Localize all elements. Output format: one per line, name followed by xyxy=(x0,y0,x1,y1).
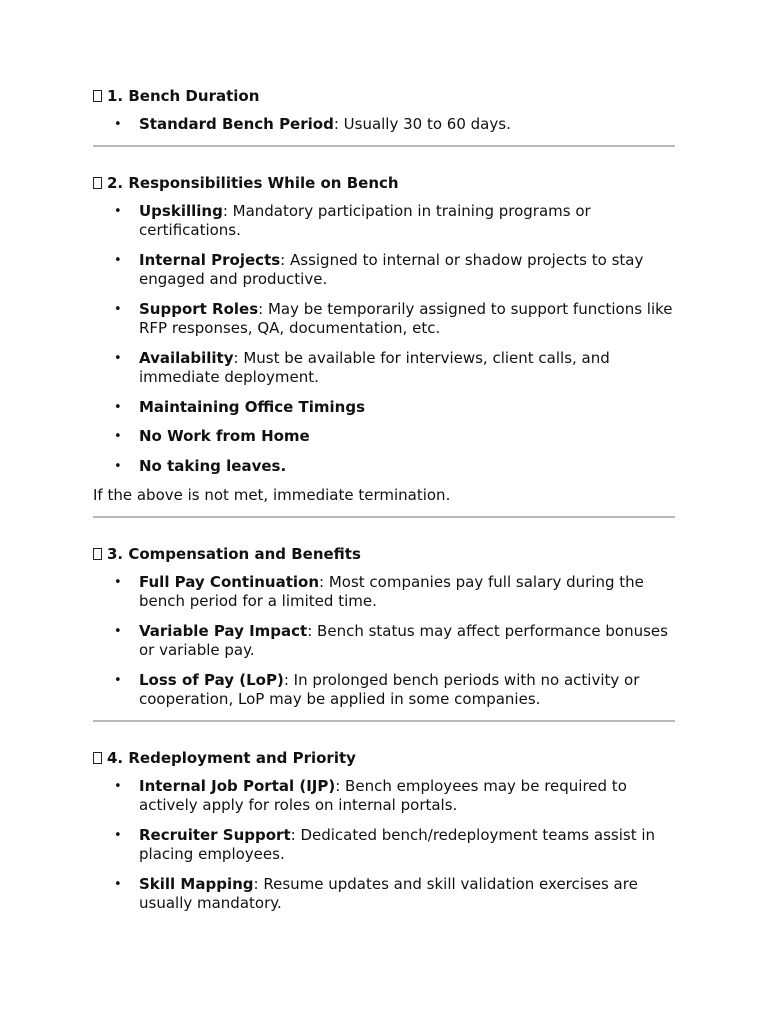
section-heading: 2. Responsibilities While on Bench xyxy=(93,173,675,193)
item-label: Loss of Pay (LoP) xyxy=(139,670,284,689)
section-divider xyxy=(93,720,675,722)
section-responsibilities xyxy=(93,173,675,506)
item-label: Support Roles xyxy=(139,299,259,318)
item-label: Internal Job Portal (IJP) xyxy=(139,776,336,795)
list-item xyxy=(93,349,675,388)
missing-glyph-icon xyxy=(93,548,102,560)
item-text: : Mandatory participation in training programs or certifications. xyxy=(139,201,591,239)
list-item xyxy=(93,622,675,661)
list-item xyxy=(93,427,675,447)
item-text: : In prolonged bench periods with no activity or cooperation, LoP may be applied in some companies. xyxy=(139,670,640,708)
item-label: Availability xyxy=(139,348,234,367)
section-heading: 4. Redeployment and Priority xyxy=(93,748,675,768)
section-divider xyxy=(93,145,675,147)
list-item xyxy=(93,300,675,339)
termination-note: If the above is not met, immediate termination. xyxy=(93,486,451,504)
item-label: No Work from Home xyxy=(139,427,310,445)
item-label: Skill Mapping xyxy=(139,874,254,893)
item-label: Internal Projects xyxy=(139,250,281,269)
list-item xyxy=(93,115,675,135)
missing-glyph-icon xyxy=(93,90,102,102)
list-item xyxy=(93,777,675,816)
missing-glyph-icon xyxy=(93,752,102,764)
item-text: : Most companies pay full salary during the bench period for a limited time. xyxy=(139,572,644,610)
item-text: : Resume updates and skill validation exercises are usually mandatory. xyxy=(139,874,638,912)
section-redeployment xyxy=(93,748,675,914)
list-item xyxy=(93,457,675,477)
document-page xyxy=(93,86,675,914)
list-item xyxy=(93,251,675,290)
bullet-list xyxy=(93,202,675,477)
item-label: Standard Bench Period xyxy=(139,115,334,133)
list-item xyxy=(93,202,675,241)
section-compensation xyxy=(93,544,675,710)
bullet-list xyxy=(93,115,675,135)
bullet-list xyxy=(93,573,675,710)
section-divider xyxy=(93,516,675,518)
item-text: : Bench employees may be required to actively apply for roles on internal portals. xyxy=(139,776,627,814)
item-text: : Must be available for interviews, client calls, and immediate deployment. xyxy=(139,348,610,386)
item-text: : Bench status may affect performance bonuses or variable pay. xyxy=(139,621,668,659)
item-label: Full Pay Continuation xyxy=(139,572,320,591)
item-label: Recruiter Support xyxy=(139,825,291,844)
list-item xyxy=(93,671,675,710)
item-label: Upskilling xyxy=(139,201,223,220)
list-item xyxy=(93,573,675,612)
item-text: : Assigned to internal or shadow projects to stay engaged and productive. xyxy=(139,250,644,288)
section-heading: 1. Bench Duration xyxy=(93,86,675,106)
section-bench-duration xyxy=(93,86,675,135)
item-label: Variable Pay Impact xyxy=(139,621,308,640)
item-text: : Usually 30 to 60 days. xyxy=(333,115,511,133)
list-item xyxy=(93,826,675,865)
missing-glyph-icon xyxy=(93,177,102,189)
item-label: Maintaining Office Timings xyxy=(139,397,366,416)
item-label: No taking leaves. xyxy=(139,456,287,475)
list-item xyxy=(93,875,675,914)
item-text: : Dedicated bench/redeployment teams assist in placing employees. xyxy=(139,825,656,863)
section-heading: 3. Compensation and Benefits xyxy=(93,544,675,564)
list-item xyxy=(93,398,675,418)
item-text: : May be temporarily assigned to support functions like RFP responses, QA, documentation, etc. xyxy=(139,299,673,337)
bullet-list xyxy=(93,777,675,914)
